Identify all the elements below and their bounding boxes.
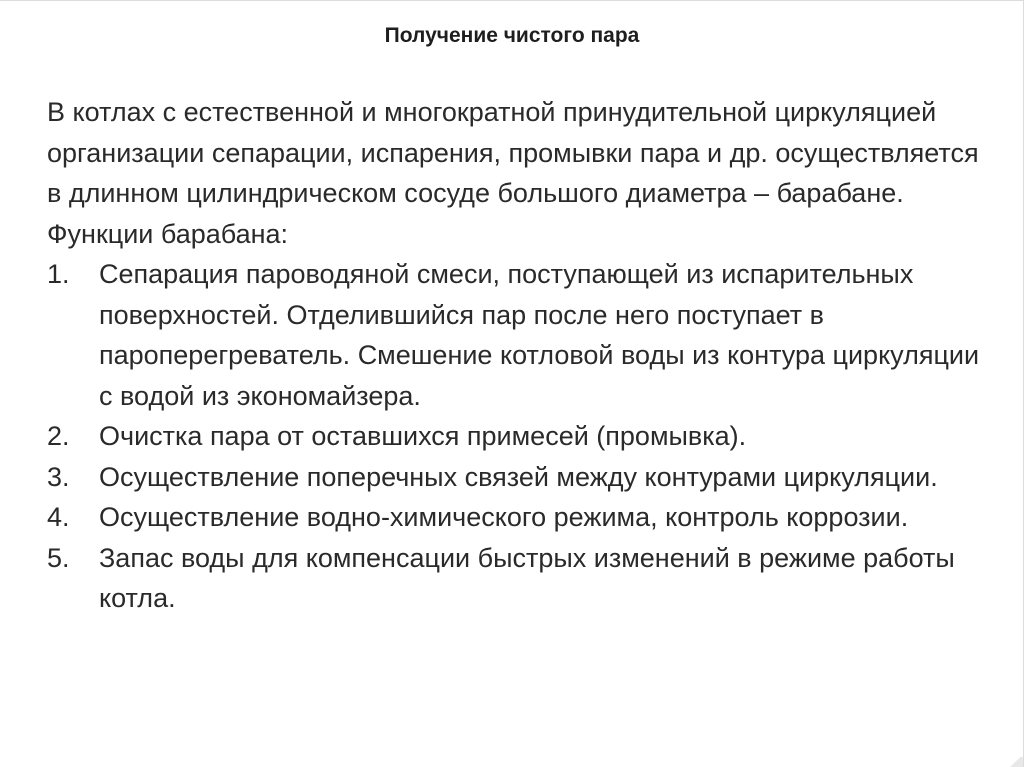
list-item-text: Сепарация пароводяной смеси, поступающей из испарительных поверхностей. Отделившийся пар после него поступает в пароперегреватель. Смешение котловой воды из контура циркуляции с водой из экономайзера.	[99, 259, 980, 411]
list-item-1	[47, 254, 997, 416]
page-corner-decoration	[1007, 757, 1023, 767]
list-item-4	[47, 497, 997, 538]
list-item-text: Очистка пара от оставшихся примесей (промывка).	[99, 421, 747, 451]
list-item-number: 5.	[47, 542, 70, 573]
intro-paragraph: В котлах с естественной и многократной принудительной циркуляцией организации сепарации, испарения, промывки пара и др. осуществляется в длинном цилиндрическом сосуде большого диаметра – барабане.	[47, 97, 979, 208]
list-item-number: 4.	[47, 502, 70, 532]
list-item-text: Запас воды для компенсации быстрых изменений в режиме работы котла.	[99, 542, 955, 613]
slide-body	[47, 92, 997, 619]
list-item-number: 1.	[47, 259, 70, 289]
list-item-text: Осуществление поперечных связей между контурами циркуляции.	[99, 461, 938, 492]
list-item-2	[47, 416, 997, 457]
list-item-number: 3.	[47, 461, 70, 492]
functions-list	[47, 254, 997, 619]
list-item-text: Осуществление водно-химического режима, контроль коррозии.	[99, 502, 909, 532]
list-item-number: 2.	[47, 421, 70, 451]
list-item-3	[47, 457, 997, 498]
functions-heading: Функции барабана:	[47, 218, 289, 249]
slide-title: Получение чистого пара	[384, 24, 640, 47]
list-item-5	[47, 538, 997, 619]
